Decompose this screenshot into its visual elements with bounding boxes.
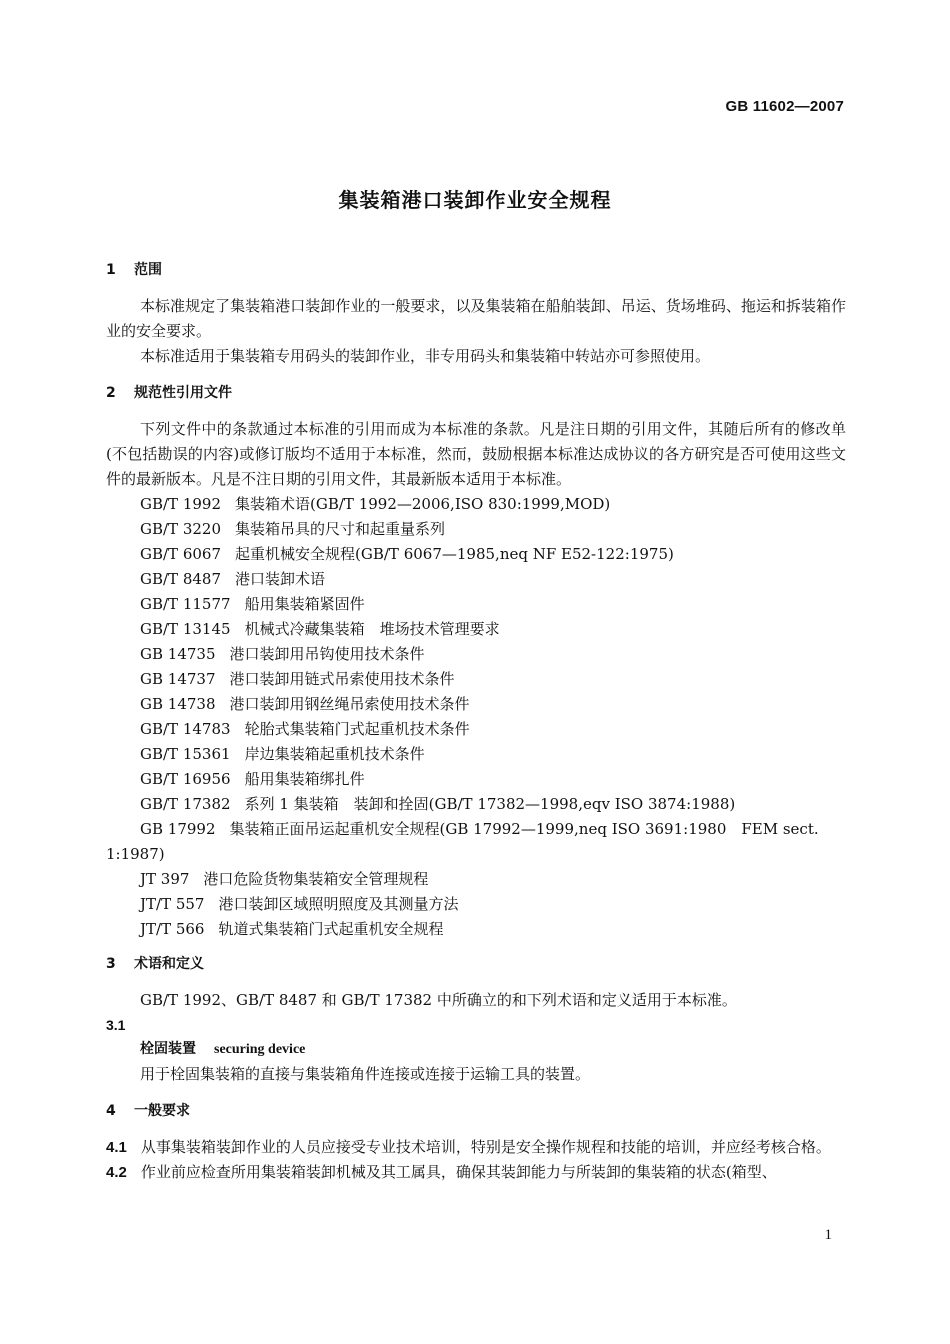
reference-item xyxy=(106,592,846,617)
reference-item xyxy=(106,567,846,592)
section-title: 一般要求 xyxy=(134,1103,190,1119)
paragraph: GB/T 1992、GB/T 8487 和 GB/T 17382 中所确立的和下列术语和定义适用于本标准。 xyxy=(140,991,737,1009)
reference-code: GB/T 3220 xyxy=(140,520,222,538)
section-title: 规范性引用文件 xyxy=(134,385,232,401)
reference-title: 港口装卸用钢丝绳吊索使用技术条件 xyxy=(229,695,470,713)
paragraph: 本标准适用于集装箱专用码头的装卸作业，非专用码头和集装箱中转站亦可参照使用。 xyxy=(140,347,711,365)
reference-code: JT 397 xyxy=(140,870,190,888)
reference-item xyxy=(106,742,846,767)
section-number: 3 xyxy=(106,956,116,972)
term-english: securing device xyxy=(214,1042,306,1057)
paragraph: 本标准规定了集装箱港口装卸作业的一般要求，以及集装箱在船舶装卸、吊运、货场堆码、拖运和拆装箱作业的安全要求。 xyxy=(106,297,846,340)
section-heading-1 xyxy=(106,258,846,282)
reference-item xyxy=(106,917,846,942)
reference-code: GB/T 14783 xyxy=(140,720,231,738)
reference-code: JT/T 557 xyxy=(140,895,205,913)
reference-item xyxy=(106,667,846,692)
reference-code: GB/T 16956 xyxy=(140,770,231,788)
reference-code: GB/T 11577 xyxy=(140,595,231,613)
document-title: 集装箱港口装卸作业安全规程 xyxy=(338,188,612,212)
term-entry xyxy=(106,1037,846,1062)
reference-item xyxy=(106,817,846,867)
reference-code: GB/T 8487 xyxy=(140,570,222,588)
reference-code: GB/T 13145 xyxy=(140,620,231,638)
term-definition: 用于栓固集装箱的直接与集装箱角件连接或连接于运输工具的装置。 xyxy=(140,1065,591,1083)
reference-title: 机械式冷藏集装箱 堆场技术管理要求 xyxy=(244,620,500,638)
reference-item xyxy=(106,542,846,567)
reference-item xyxy=(106,867,846,892)
reference-code: GB/T 6067 xyxy=(140,545,222,563)
section-number: 4 xyxy=(106,1103,116,1119)
reference-title: 岸边集装箱起重机技术条件 xyxy=(244,745,425,763)
standard-number: GB 11602—2007 xyxy=(725,98,844,115)
reference-title: 港口装卸区域照明照度及其测量方法 xyxy=(218,895,459,913)
reference-code: GB 14735 xyxy=(140,645,216,663)
clause xyxy=(106,1135,846,1160)
reference-title: 船用集装箱紧固件 xyxy=(244,595,365,613)
reference-code: JT/T 566 xyxy=(140,920,205,938)
reference-code: GB/T 1992 xyxy=(140,495,222,513)
reference-item xyxy=(106,892,846,917)
term-chinese: 栓固装置 xyxy=(140,1041,196,1057)
reference-title: 集装箱吊具的尺寸和起重量系列 xyxy=(235,520,446,538)
clause-text: 作业前应检查所用集装箱装卸机械及其工属具，确保其装卸能力与所装卸的集装箱的状态(箱型、 xyxy=(140,1163,777,1181)
section-title: 术语和定义 xyxy=(134,956,204,972)
clause-text: 从事集装箱装卸作业的人员应接受专业技术培训，特别是安全操作规程和技能的培训，并应经考核合格。 xyxy=(140,1138,831,1156)
reference-title: 集装箱正面吊运起重机安全规程(GB 17992—1999,neq ISO 3691:1980 FEM sect. 1:1987) xyxy=(106,820,819,863)
reference-code: GB 14738 xyxy=(140,695,216,713)
reference-item xyxy=(106,617,846,642)
section-heading-4 xyxy=(106,1099,846,1123)
reference-code: GB/T 15361 xyxy=(140,745,231,763)
clause-number: 4.2 xyxy=(106,1164,127,1181)
reference-item xyxy=(106,692,846,717)
reference-item xyxy=(106,517,846,542)
reference-title: 起重机械安全规程(GB/T 6067—1985,neq NF E52-122:1975) xyxy=(235,545,674,563)
reference-title: 港口装卸用链式吊索使用技术条件 xyxy=(229,670,455,688)
section-number: 2 xyxy=(106,385,116,401)
section-number: 1 xyxy=(106,262,116,278)
section-heading-2 xyxy=(106,381,846,405)
reference-item xyxy=(106,717,846,742)
reference-title: 集装箱术语(GB/T 1992—2006,ISO 830:1999,MOD) xyxy=(235,495,611,513)
reference-item xyxy=(106,492,846,517)
reference-item xyxy=(106,767,846,792)
reference-code: GB/T 17382 xyxy=(140,795,231,813)
document-body xyxy=(106,258,846,1185)
clause xyxy=(106,1160,846,1185)
term-number: 3.1 xyxy=(106,1017,126,1033)
page-number: 1 xyxy=(824,1227,832,1243)
reference-title: 轨道式集装箱门式起重机安全规程 xyxy=(218,920,444,938)
reference-item xyxy=(106,642,846,667)
reference-code: GB 14737 xyxy=(140,670,216,688)
reference-title: 船用集装箱绑扎件 xyxy=(244,770,365,788)
reference-title: 系列 1 集装箱 装卸和拴固(GB/T 17382—1998,eqv ISO 3874:1988) xyxy=(244,795,736,813)
reference-item xyxy=(106,792,846,817)
paragraph: 下列文件中的条款通过本标准的引用而成为本标准的条款。凡是注日期的引用文件，其随后所有的修改单(不包括勘误的内容)或修订版均不适用于本标准，然而，鼓励根据本标准达成协议的各方研究是否可使用这些文件的最新版本。凡是不注日期的引用文件，其最新版本适用于本标准。 xyxy=(106,420,846,488)
reference-title: 港口危险货物集装箱安全管理规程 xyxy=(203,870,429,888)
reference-title: 轮胎式集装箱门式起重机技术条件 xyxy=(244,720,470,738)
reference-code: GB 17992 xyxy=(140,820,216,838)
reference-title: 港口装卸术语 xyxy=(235,570,326,588)
section-title: 范围 xyxy=(134,262,162,278)
reference-list xyxy=(106,492,846,942)
section-heading-3 xyxy=(106,952,846,976)
reference-title: 港口装卸用吊钩使用技术条件 xyxy=(229,645,425,663)
clause-number: 4.1 xyxy=(106,1139,127,1156)
